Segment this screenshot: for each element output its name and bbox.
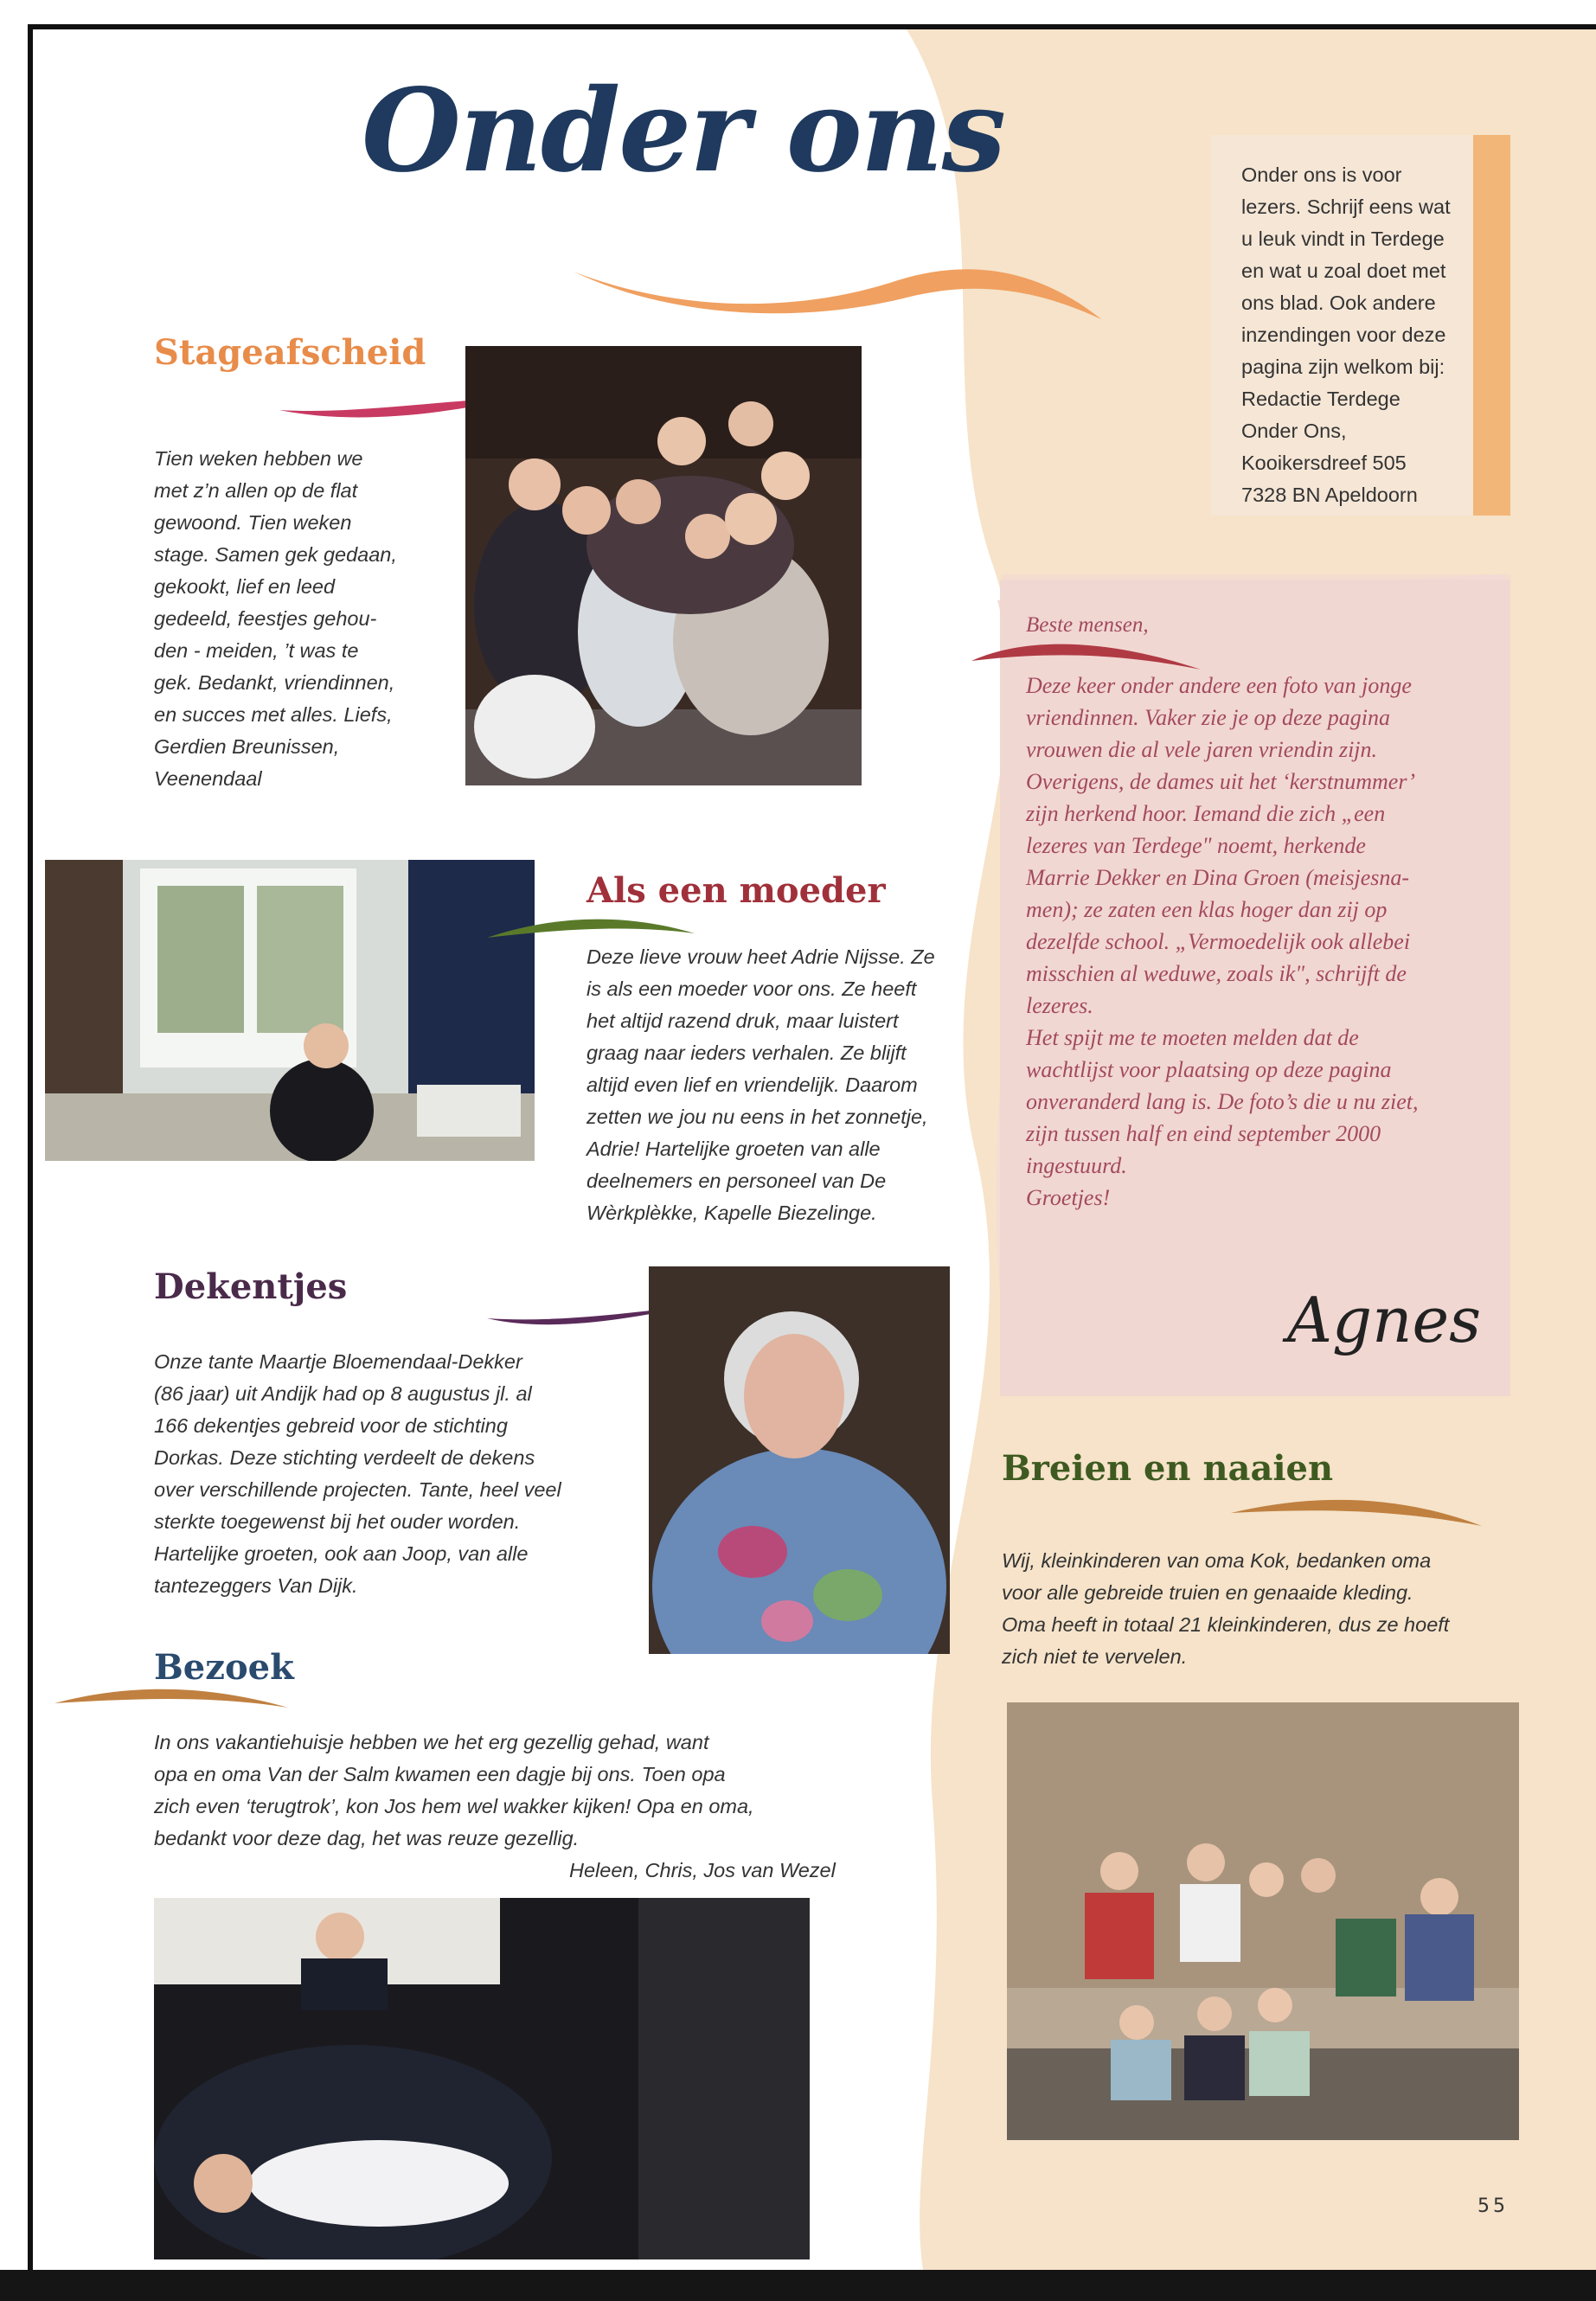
text-line: gek. Bedankt, vriendinnen, bbox=[154, 671, 395, 694]
text-line: graag naar ieders verhalen. Ze blijft bbox=[586, 1042, 907, 1064]
info-line: inzendingen voor deze bbox=[1241, 324, 1446, 346]
text-line: bedankt voor deze dag, het was reuze gezellig. bbox=[154, 1827, 580, 1849]
info-line: u leuk vindt in Terdege bbox=[1241, 228, 1445, 250]
letter-line: men); ze zaten een klas hoger dan zij op bbox=[1026, 897, 1388, 922]
heading-breien-en-naaien: Breien en naaien bbox=[1002, 1448, 1334, 1489]
text-line: 166 dekentjes gebreid voor de stichting bbox=[154, 1414, 508, 1437]
text-line: Oma heeft in totaal 21 kleinkinderen, dus ze hoeft bbox=[1002, 1613, 1450, 1636]
title-swoosh bbox=[569, 250, 1106, 328]
photo-girls-group bbox=[465, 346, 862, 785]
info-line: lezers. Schrijf eens wat bbox=[1241, 195, 1451, 218]
letter-line: misschien al weduwe, zoals ik", schrijft de bbox=[1026, 961, 1407, 986]
text-line: sterkte toegewenst bij het ouder worden. bbox=[154, 1510, 521, 1533]
text-line: Deze lieve vrouw heet Adrie Nijsse. Ze bbox=[586, 945, 935, 968]
magazine-page bbox=[28, 24, 1596, 2275]
text-line: voor alle gebreide truien en genaaide kleding. bbox=[1002, 1581, 1413, 1604]
heading-als-een-moeder: Als een moeder bbox=[586, 870, 886, 911]
text-line: Dorkas. Deze stichting verdeelt de dekens bbox=[154, 1446, 535, 1469]
letter-line: Groetjes! bbox=[1026, 1185, 1111, 1210]
info-line: Onder Ons, bbox=[1241, 420, 1347, 442]
info-line: Onder ons is voor bbox=[1241, 163, 1402, 186]
letter-line: lezeres van Terdege" noemt, herkende bbox=[1026, 833, 1366, 858]
letter-line: ingestuurd. bbox=[1026, 1153, 1127, 1178]
letter-line: vrouwen die al vele jaren vriendin zijn. bbox=[1026, 737, 1378, 762]
text-line: gekookt, lief en leed bbox=[154, 575, 336, 598]
text-line: het altijd razend druk, maar luistert bbox=[586, 1009, 899, 1032]
bezoek-signature: Heleen, Chris, Jos van Wezel bbox=[569, 1859, 836, 1881]
text-line: deelnemers en personeel van De bbox=[586, 1170, 887, 1192]
stageafscheid-text bbox=[154, 443, 465, 795]
letter-line: onveranderd lang is. De foto’s die u nu ziet, bbox=[1026, 1089, 1419, 1114]
text-line: gedeeld, feestjes gehou- bbox=[154, 607, 377, 630]
text-line: zich niet te vervelen. bbox=[1002, 1645, 1188, 1668]
breien-text bbox=[1002, 1545, 1521, 1673]
letter-line: lezeres. bbox=[1026, 993, 1093, 1018]
text-line: gewoond. Tien weken bbox=[154, 511, 352, 534]
letter-greeting: Beste mensen, bbox=[1026, 613, 1149, 637]
letter-line: zijn tussen half en eind september 2000 bbox=[1026, 1121, 1381, 1146]
letter-line: Deze keer onder andere een foto van jonge bbox=[1026, 673, 1412, 698]
letter-line: dezelfde school. „Vermoedelijk ook allebei bbox=[1026, 929, 1411, 954]
info-line: pagina zijn welkom bij: bbox=[1241, 356, 1445, 378]
photo-office-woman bbox=[45, 860, 535, 1161]
text-line: (86 jaar) uit Andijk had op 8 augustus jl. al bbox=[154, 1382, 532, 1405]
text-line: is als een moeder voor ons. Ze heeft bbox=[586, 977, 917, 1000]
photo-grandchildren bbox=[1007, 1702, 1519, 2140]
letter-line: Marrie Dekker en Dina Groen (meisjesna- bbox=[1026, 865, 1410, 890]
text-line: opa en oma Van der Salm kwamen een dagje bij ons. Toen opa bbox=[154, 1763, 726, 1785]
photo-elderly-woman bbox=[649, 1266, 950, 1654]
text-line: met z’n allen op de flat bbox=[154, 479, 358, 502]
dekentjes-text bbox=[154, 1346, 638, 1602]
text-line: zich even ‘terugtrok’, kon Jos hem wel wakker kijken! Opa en oma, bbox=[154, 1795, 754, 1817]
page-title: Onder ons bbox=[362, 64, 1005, 198]
letter-line: zijn herkend hoor. Iemand die zich „een bbox=[1026, 801, 1386, 826]
text-line: Wèrkplèkke, Kapelle Biezelinge. bbox=[586, 1202, 877, 1224]
info-line: Kooikersdreef 505 bbox=[1241, 452, 1407, 474]
text-line: den - meiden, ’t was te bbox=[154, 639, 359, 662]
text-line: Onze tante Maartje Bloemendaal-Dekker bbox=[154, 1350, 522, 1373]
text-line: zetten we jou nu eens in het zonnetje, bbox=[586, 1106, 928, 1128]
text-line: Veenendaal bbox=[154, 767, 262, 790]
moeder-text bbox=[586, 941, 993, 1229]
text-line: Wij, kleinkinderen van oma Kok, bedanken oma bbox=[1002, 1549, 1432, 1572]
text-line: over verschillende projecten. Tante, heel veel bbox=[154, 1478, 561, 1501]
info-line: ons blad. Ook andere bbox=[1241, 292, 1436, 314]
letter-line: vriendinnen. Vaker zie je op deze pagina bbox=[1026, 705, 1390, 730]
bezoek-swoosh bbox=[50, 1677, 292, 1721]
letter-body bbox=[1026, 670, 1510, 1214]
bezoek-text bbox=[154, 1727, 846, 1855]
heading-bezoek: Bezoek bbox=[154, 1647, 294, 1688]
info-box bbox=[1241, 159, 1501, 511]
text-line: In ons vakantiehuisje hebben we het erg gezellig gehad, want bbox=[154, 1731, 709, 1753]
photo-sleeping-grandpa bbox=[154, 1898, 810, 2259]
text-line: altijd even lief en vriendelijk. Daarom bbox=[586, 1074, 918, 1096]
letter-line: Het spijt me te moeten melden dat de bbox=[1026, 1025, 1359, 1050]
heading-stageafscheid: Stageafscheid bbox=[154, 332, 426, 373]
text-line: Adrie! Hartelijke groeten van alle bbox=[586, 1138, 881, 1160]
text-line: Gerdien Breunissen, bbox=[154, 735, 340, 758]
letter-line: wachtlijst voor plaatsing op deze pagina bbox=[1026, 1057, 1392, 1082]
heading-dekentjes: Dekentjes bbox=[154, 1266, 348, 1307]
text-line: stage. Samen gek gedaan, bbox=[154, 543, 397, 566]
page-number: 55 bbox=[1477, 2195, 1509, 2217]
text-line: tantezeggers Van Dijk. bbox=[154, 1574, 358, 1597]
info-line: en wat u zoal doet met bbox=[1241, 260, 1446, 282]
text-line: en succes met alles. Liefs, bbox=[154, 703, 393, 726]
info-line: 7328 BN Apeldoorn bbox=[1241, 484, 1418, 506]
breien-swoosh bbox=[1227, 1491, 1486, 1535]
letter-signature: Agnes bbox=[1287, 1284, 1482, 1356]
text-line: Hartelijke groeten, ook aan Joop, van alle bbox=[154, 1542, 529, 1565]
info-line: Redactie Terdege bbox=[1241, 388, 1401, 410]
text-line: Tien weken hebben we bbox=[154, 447, 363, 470]
letter-line: Overigens, de dames uit het ‘kerstnummer’ bbox=[1026, 769, 1416, 794]
scan-border bbox=[0, 2270, 1596, 2301]
